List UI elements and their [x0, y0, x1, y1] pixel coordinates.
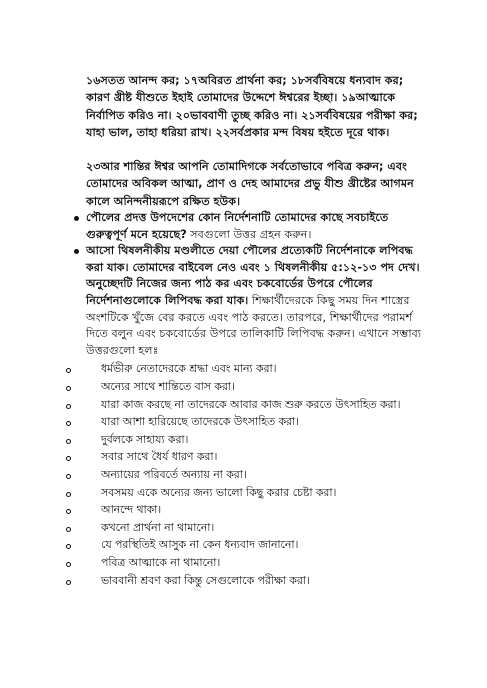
circle-bullet-icon: [66, 439, 71, 444]
circle-bullet-icon: [66, 456, 71, 461]
answer-text: যারা কাজ করছে না তাদেরকে আবার কাজ শুরু করতে উৎসাহিত করা।: [101, 397, 401, 411]
circle-bullet-icon: [66, 580, 71, 585]
answer-item-7: [86, 468, 431, 483]
circle-bullet-icon: [66, 474, 71, 479]
answer-list: [86, 362, 431, 588]
circle-bullet-icon: [66, 544, 71, 549]
circle-bullet-icon: [66, 492, 71, 497]
answer-item-4: [86, 415, 431, 430]
answer-item-6: [86, 450, 431, 465]
answer-text: সবার সাথে ধৈর্য ধারণ করা।: [101, 450, 218, 464]
answer-text: আনন্দে থাকা।: [101, 503, 162, 517]
answer-item-10: [86, 521, 431, 536]
circle-bullet-icon: [66, 527, 71, 532]
answer-text: কখনো প্রার্থনা না থামানো।: [101, 520, 215, 534]
scripture-paragraph-1: ১৬সতত আনন্দ কর; ১৭অবিরত প্রার্থনা কর; ১৮সর্ববিষয়ে ধন্যবাদ কর; কারণ খ্রীষ্ট যীশুতে ইহাই তোমাদের উদ্দেশে ঈশ্বরের ইচ্ছা। ১৯আত্মাকে নির্বাপিত করিও না। ২০ভাববাণী তুচ্ছ করিও না। ২১সর্ববিষয়ের পরীক্ষা কর; যাহা ভাল, তাহা ধরিয়া রাখ। ২২সর্বপ্রকার মন্দ বিষয় হইতে দূরে থাক।: [86, 74, 418, 139]
answer-item-9: [86, 503, 431, 518]
answer-item-1: [86, 362, 431, 377]
answer-item-11: [86, 538, 431, 553]
question-bullet-2: [86, 243, 431, 588]
answer-text: যারা আশা হারিয়েছে তাদেরকে উৎসাহিত করা।: [101, 415, 299, 429]
circle-bullet-icon: [66, 562, 71, 567]
answer-text: সবসময় একে অন্যের জন্য ভালো কিছু করার চেষ্টা করা।: [101, 485, 337, 499]
scripture-paragraph-2: ২৩আর শান্তির ঈশ্বর আপনি তোমাদিগকে সর্বতোভাবে পবিত্র করুন; এবং তোমাদের অবিকল আত্মা, প্রাণ ও দেহ আমাদের প্রভু যীশু খ্রীষ্টের আগমন কালে অনিন্দনীয়রূপে রক্ষিত হউক।: [86, 160, 414, 208]
answer-text: যে পরস্থিতিই আসুক না কেন ধন্যবাদ জানানো।: [101, 538, 299, 552]
paragraph-gap: [86, 141, 431, 158]
question-1-bold-text: পৌলের প্রদত্ত উপদেশের কোন নির্দেশনাটি তোমাদের কাছে সবচাইতে গুরুত্বপূর্ণ মনে হয়েছে?: [86, 211, 389, 241]
answer-text: দুর্বলকে সাহায্য করা।: [101, 432, 189, 446]
answer-text: পবিত্র আত্মাকে না থামানো।: [101, 555, 221, 569]
circle-bullet-icon: [66, 368, 71, 373]
question-bullet-1: [86, 210, 431, 243]
circle-bullet-icon: [66, 421, 71, 426]
circle-bullet-icon: [66, 386, 71, 391]
answer-item-2: [86, 380, 431, 395]
circle-bullet-icon: [66, 404, 71, 409]
answer-text: ভাববানী শ্রবণ করা কিন্তু সেগুলোকে পরীক্ষা করা।: [101, 573, 310, 587]
question-2-bold-text: আসো থিষলনীকীয় মণ্ডলীতে দেয়া পৌলের প্রত্যেকটি নির্দেশনাকে লপিবদ্ধ করা যাক। তোমাদের বাইবেল নেও এবং ১ থিষলনীকীয় ৫:১২-১৩ পদ দেখ। অনুচ্ছেদটি নিজের জন্য পাঠ কর এবং চকবোর্ডের উপরে পৌলের নির্দেশনাগুলোকে লিপিবদ্ধ করা যাক।: [86, 244, 420, 308]
question-1-instruction: সবগুলো উত্তর গ্রহন করুন।: [186, 227, 312, 241]
question-2-instruction: শিক্ষার্থীদেরকে কিছু সময় দিন শাস্ত্রের অংশটিকে খুঁজে বের করতে এবং পাঠ করতে। তারপরে, শিক্ষার্থীদের পরামর্শ দিতে বলুন এবং চকবোর্ডের উপরে তালিকাটি লিপিবদ্ধ করুন। এখানে সম্ভাব্য উত্তরগুলো হলঃ: [86, 294, 422, 357]
page-content: [86, 72, 431, 588]
answer-item-5: [86, 433, 431, 448]
answer-text: অন্যায়ের পরিবর্তে অন্যায় না করা।: [101, 467, 247, 481]
answer-item-3: [86, 398, 431, 413]
answer-text: ধর্মভীরু নেতাদেরকে শ্রদ্ধা এবং মান্য করা।: [101, 362, 277, 376]
answer-item-12: [86, 556, 431, 571]
answer-item-8: [86, 486, 431, 501]
answer-text: অন্যের সাথে শান্তিতে বাস করা।: [101, 380, 235, 394]
circle-bullet-icon: [66, 509, 71, 514]
answer-item-13: [86, 574, 431, 589]
question-list: [86, 210, 431, 588]
